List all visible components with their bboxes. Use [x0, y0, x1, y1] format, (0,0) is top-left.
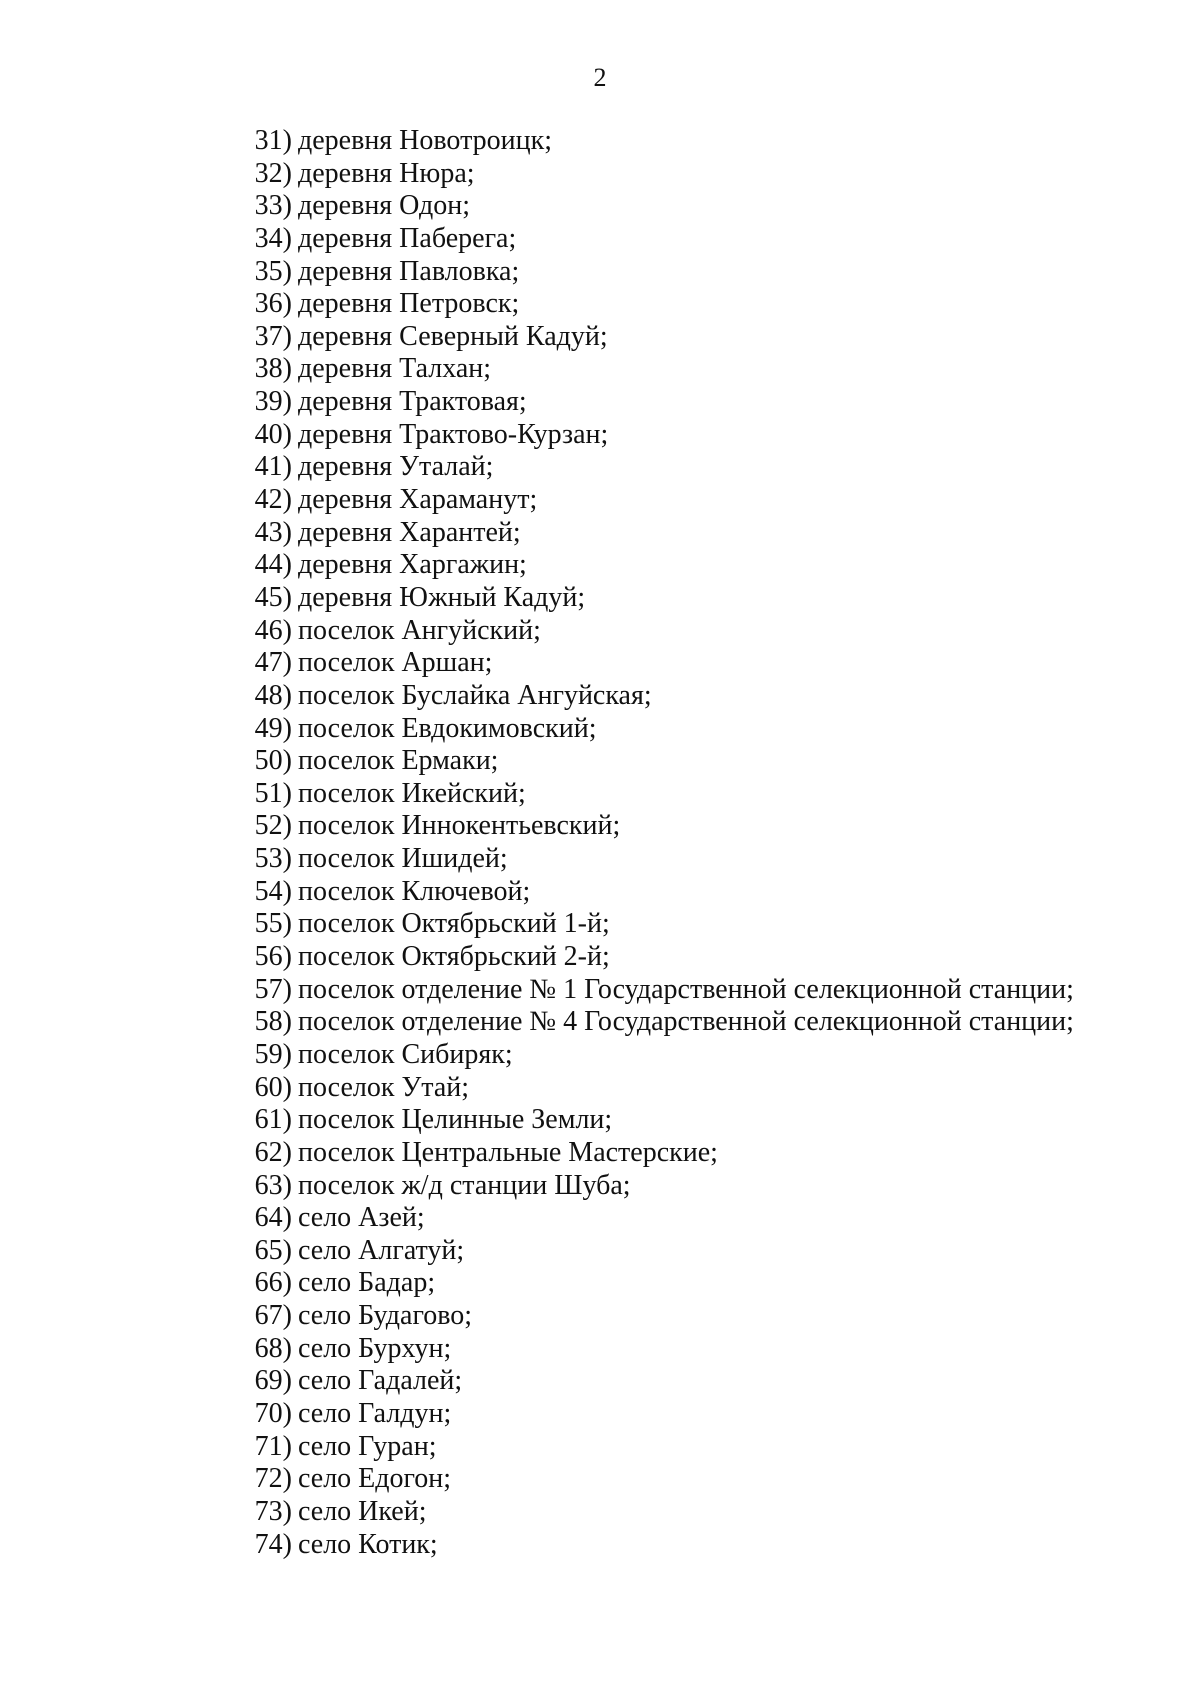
list-item-text: село Будагово; — [298, 1300, 473, 1332]
list-item-number: 41) — [254, 451, 292, 483]
list-item-text: деревня Северный Кадуй; — [298, 320, 608, 352]
list-item — [0, 1333, 1200, 1366]
list-item-text: поселок Икейский; — [298, 777, 526, 809]
list-item — [0, 1463, 1200, 1496]
list-item — [0, 1529, 1200, 1562]
list-item-number: 74) — [254, 1528, 292, 1560]
list-item-number: 52) — [254, 810, 292, 842]
list-item-number: 31) — [254, 125, 292, 156]
list-item-text: деревня Паберега; — [298, 222, 517, 254]
list-item-text: поселок Утай; — [298, 1071, 470, 1103]
list-item-text: поселок Целинные Земли; — [298, 1104, 613, 1136]
list-item-number: 63) — [254, 1169, 292, 1201]
list-item-number: 60) — [254, 1071, 292, 1103]
list-item-number: 46) — [254, 614, 292, 646]
list-item-number: 71) — [254, 1430, 292, 1462]
list-item-text: деревня Хараманут; — [298, 484, 538, 516]
list-item-number: 51) — [254, 777, 292, 809]
list-item — [0, 1170, 1200, 1203]
list-item-number: 57) — [254, 973, 292, 1005]
list-item-text: поселок Аршан; — [298, 647, 493, 679]
list-item-text: поселок Октябрьский 2-й; — [298, 941, 610, 973]
list-item — [0, 1398, 1200, 1431]
list-item-text: поселок ж/д станции Шуба; — [298, 1169, 631, 1201]
list-item-text: поселок Ангуйский; — [298, 614, 541, 646]
list-item-text: деревня Трактово-Курзан; — [298, 418, 609, 450]
list-item — [0, 223, 1200, 256]
list-item-text: село Галдун; — [298, 1397, 452, 1429]
list-item — [0, 615, 1200, 648]
list-item-number: 53) — [254, 843, 292, 875]
list-item-number: 56) — [254, 941, 292, 973]
list-item-text: деревня Нюра; — [298, 157, 475, 189]
list-item-text: поселок Иннокентьевский; — [298, 810, 621, 842]
list-item-number: 48) — [254, 679, 292, 711]
list-item — [0, 908, 1200, 941]
list-item — [0, 582, 1200, 615]
list-item-text: село Азей; — [298, 1202, 425, 1234]
list-item-number: 66) — [254, 1267, 292, 1299]
list-item — [0, 484, 1200, 517]
list-item-number: 38) — [254, 353, 292, 385]
list-item-text: деревня Павловка; — [298, 255, 520, 287]
list-item-text: поселок Буслайка Ангуйская; — [298, 679, 652, 711]
list-item — [0, 1202, 1200, 1235]
list-item — [0, 321, 1200, 354]
list-item-text: деревня Южный Кадуй; — [298, 581, 586, 613]
list-item-text: поселок Ключевой; — [298, 875, 531, 907]
list-item — [0, 680, 1200, 713]
list-item-number: 50) — [254, 745, 292, 777]
list-item-number: 40) — [254, 418, 292, 450]
list-item-text: село Бурхун; — [298, 1332, 452, 1364]
list-item — [0, 125, 1200, 158]
list-item-number: 32) — [254, 157, 292, 189]
list-item — [0, 419, 1200, 452]
list-item-number: 42) — [254, 484, 292, 516]
list-item — [0, 941, 1200, 974]
list-item-number: 62) — [254, 1136, 292, 1168]
list-item-number: 34) — [254, 222, 292, 254]
list-item-number: 67) — [254, 1300, 292, 1332]
list-item-text: село Алгатуй; — [298, 1234, 465, 1266]
list-item-number: 70) — [254, 1397, 292, 1429]
list-item — [0, 1300, 1200, 1333]
list-item — [0, 549, 1200, 582]
list-item-text: деревня Талхан; — [298, 353, 492, 385]
list-item — [0, 158, 1200, 191]
list-item-text: деревня Харантей; — [298, 516, 521, 548]
list-item — [0, 647, 1200, 680]
list-item-number: 55) — [254, 908, 292, 940]
list-item-number: 65) — [254, 1234, 292, 1266]
list-item — [0, 778, 1200, 811]
list-item-number: 72) — [254, 1463, 292, 1495]
list-item-text: поселок отделение № 4 Государственной селекционной станции; — [298, 1006, 1074, 1038]
list-item — [0, 256, 1200, 289]
list-item-number: 33) — [254, 190, 292, 222]
list-item — [0, 1039, 1200, 1072]
list-item — [0, 1365, 1200, 1398]
list-item-text: деревня Трактовая; — [298, 386, 527, 418]
list-item — [0, 713, 1200, 746]
list-item — [0, 843, 1200, 876]
list-item-number: 36) — [254, 288, 292, 320]
list-item — [0, 810, 1200, 843]
list-item-number: 45) — [254, 581, 292, 613]
list-item — [0, 1104, 1200, 1137]
list-item-number: 37) — [254, 320, 292, 352]
list-item-text: деревня Харгажин; — [298, 549, 527, 581]
list-item-text: село Гуран; — [298, 1430, 437, 1462]
list-item — [0, 190, 1200, 223]
list-item-number: 59) — [254, 1038, 292, 1070]
list-item — [0, 1235, 1200, 1268]
list-item-text: поселок Ермаки; — [298, 745, 499, 777]
list-item-text: село Икей; — [298, 1495, 427, 1527]
list-item-text: деревня Одон; — [298, 190, 471, 222]
list-item-number: 43) — [254, 516, 292, 548]
list-item — [0, 876, 1200, 909]
list-item-number: 73) — [254, 1495, 292, 1527]
list-item — [0, 517, 1200, 550]
list-item-number: 61) — [254, 1104, 292, 1136]
list-item-number: 35) — [254, 255, 292, 287]
list-item — [0, 1137, 1200, 1170]
list-item-text: деревня Уталай; — [298, 451, 494, 483]
list-item — [0, 1072, 1200, 1105]
list-item — [0, 451, 1200, 484]
list-item — [0, 1431, 1200, 1464]
list-item-text: село Едогон; — [298, 1463, 452, 1495]
list-item-text: поселок отделение № 1 Государственной селекционной станции; — [298, 973, 1074, 1005]
list-item — [0, 353, 1200, 386]
list-item — [0, 745, 1200, 778]
list-item-number: 44) — [254, 549, 292, 581]
list-item-text: село Бадар; — [298, 1267, 436, 1299]
list-item-text: деревня Новотроицк; — [298, 125, 552, 156]
list-item-number: 64) — [254, 1202, 292, 1234]
list-item — [0, 1267, 1200, 1300]
list-item-text: поселок Евдокимовский; — [298, 712, 597, 744]
list-item — [0, 288, 1200, 321]
list-item-text: поселок Центральные Мастерские; — [298, 1136, 718, 1168]
list-item-number: 47) — [254, 647, 292, 679]
list-item — [0, 974, 1200, 1007]
list-item-text: село Котик; — [298, 1528, 438, 1560]
settlement-list — [0, 125, 1200, 1561]
list-item-text: поселок Сибиряк; — [298, 1038, 513, 1070]
list-item-number: 39) — [254, 386, 292, 418]
list-item-text: поселок Ишидей; — [298, 843, 508, 875]
list-item-text: село Гадалей; — [298, 1365, 463, 1397]
list-item — [0, 1496, 1200, 1529]
list-item-text: поселок Октябрьский 1-й; — [298, 908, 610, 940]
list-item — [0, 1006, 1200, 1039]
list-item-number: 68) — [254, 1332, 292, 1364]
list-item-number: 49) — [254, 712, 292, 744]
list-item — [0, 386, 1200, 419]
page-number: 2 — [593, 63, 607, 92]
list-item-text: деревня Петровск; — [298, 288, 520, 320]
list-item-number: 54) — [254, 875, 292, 907]
list-item-number: 69) — [254, 1365, 292, 1397]
list-item-number: 58) — [254, 1006, 292, 1038]
